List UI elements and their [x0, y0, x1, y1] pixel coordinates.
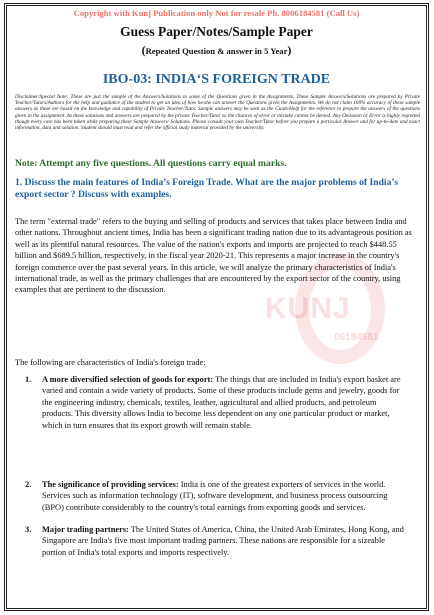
intro-paragraph: The term "external trade" refers to the buying and selling of products and services that takes place between India and other nations. Throughout ancient times, India has been a significant trading nation due to its advantageous position as well as its plentiful natural resources. The value of the nation's exports and imports are projected to reach $448.55 billion and $689.5 billion, respectively, in the fiscal year 2020-21. This represents a major increase in the country's foreign commerce over the past several years. In this article, we will analyze the primary characteristics of India's international trade, as well as the primary challenges that are encountered by the export sector of the country, using examples that are pertinent to the discussion. — [15, 217, 412, 295]
question-heading: 1. Discuss the main features of India’s Foreign Trade. What are the major problems of India’s export sector ? Discuss with examples. — [15, 177, 398, 200]
list-item-text: India is one of the greatest exporters of services in the world. Services such as information technology (IT), software development, and business process outsourcing (BPO) contribute considerably to the country's total earnings from exporting goods and services. — [42, 480, 388, 512]
document-subtitle — [7, 43, 426, 58]
list-lead-in: The following are characteristics of India's foreign trade: — [15, 358, 206, 367]
instruction-note: Note: Attempt any five questions. All questions carry equal marks. — [15, 158, 287, 169]
watermark-phone: 06184581 — [334, 332, 379, 343]
list-item-heading: A more diversified selection of goods for export: — [42, 375, 214, 384]
list-item — [15, 524, 420, 558]
subtitle-text: Repeated Question & answer in 5 Year — [145, 46, 288, 56]
document-page — [4, 3, 429, 611]
list-item-heading: Major trading partners: — [42, 525, 129, 534]
list-item — [15, 374, 420, 431]
list-item-number: 2. — [25, 480, 32, 489]
subtitle-open-paren: ( — [141, 43, 146, 57]
list-item-text: The things that are included in India's export basket are varied and contain a wide variety of products. Some of these products include gems and jewelry, goods for the engineering industry, chemicals, textiles, leather, agricultural and allied products, and petroleum products. This diversity allows India to become less dependent on any one particular product or market, which in turn ensures that its export growth will remain stable. — [42, 375, 401, 430]
subtitle-close-paren: ) — [287, 43, 292, 57]
list-item — [15, 479, 420, 513]
copyright-line: Copyright with Kunj Publication only Not for resale Ph. 8006184581 (Call Us) — [73, 8, 360, 18]
course-title: IBO-03: INDIA‘S FOREIGN TRADE — [102, 72, 331, 87]
disclaimer-text: Disclaimer/Special Note: These are just the sample of the Answers/Solutions to some of the Questions given in the Assignments. These Sample Answers/Solutions are prepared by Private Teacher/Tutors/Authors for the help and guidance of the student to get an idea of how he/she can answer the Questions given the Assignments. We do not claim 100% accuracy of these sample answers as these are based on the knowledge and capability of Private Teacher/Tutor. Sample answers may be seen as the Guide/Help for the reference to prepare the answers of the questions given in the assignment. As these solutions and answers are prepared by the private Teacher/Tutor so the chances of error or mistake cannot be denied. Any Omission or Error is highly regretted though every care has been taken while preparing these Sample Answers/ Solutions. Please consult your own Teacher/Tutor before you prepare a particular Answer and for up-to-date and exact information, data and solution. Student should must read and refer the official study material provided by the university. — [15, 94, 420, 132]
list-item-number: 1. — [25, 375, 32, 384]
watermark-brand: KUNJ — [265, 292, 351, 325]
document-title: Guess Paper/Notes/Sample Paper — [120, 24, 313, 39]
list-item-text: The United States of America, China, the United Arab Emirates, Hong Kong, and Singapore are India's five most important trading partners. These nations are responsible for a sizeable portion of India's total exports and imports respectively. — [42, 525, 404, 557]
list-item-number: 3. — [25, 525, 32, 534]
list-item-heading: The significance of providing services: — [42, 480, 179, 489]
